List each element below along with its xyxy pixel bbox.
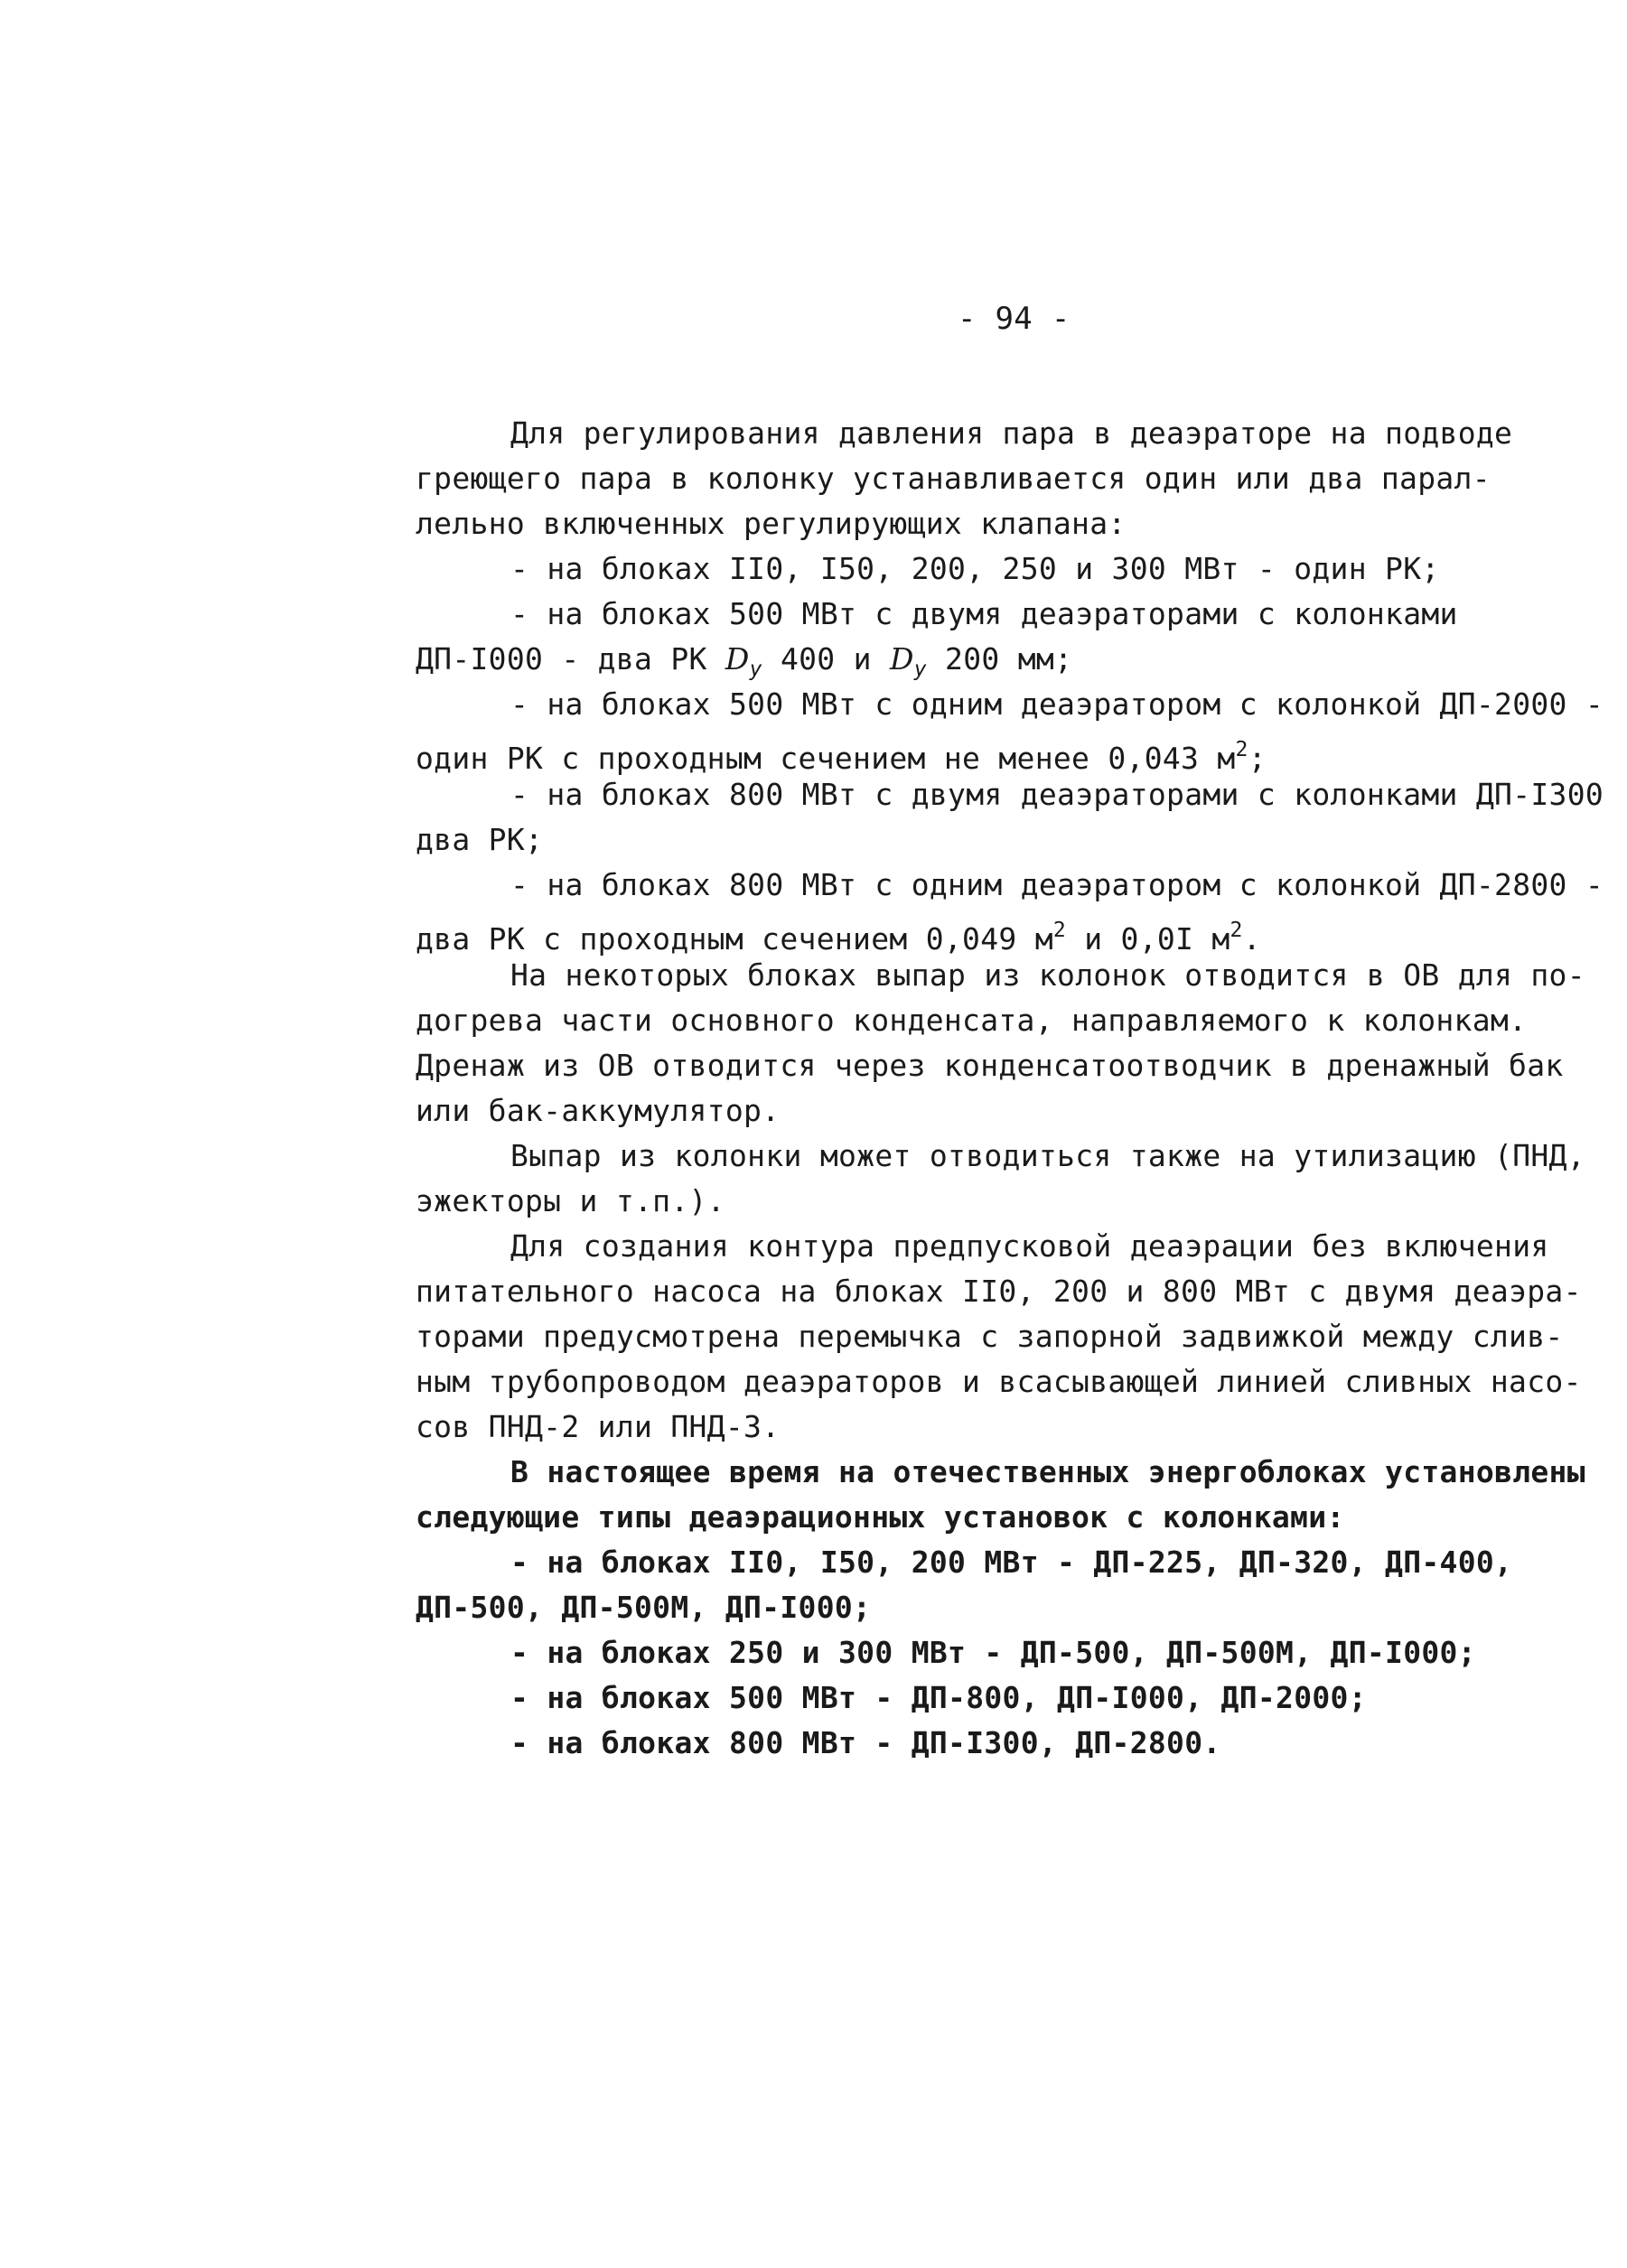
- text-line: лельно включенных регулирующих клапана:: [416, 506, 1127, 541]
- text-line: догрева части основного конденсата, направляемого к колонкам.: [416, 1003, 1528, 1038]
- text-line: один РК с проходным сечением не менее 0,043 $м^2$;: [416, 738, 1267, 776]
- text-line: или бак-аккумулятор.: [416, 1093, 781, 1128]
- text-line: В настоящее время на отечественных энергоблоках установлены: [510, 1454, 1585, 1489]
- list-item: - на блоках 800 МВт с двумя деаэраторами с колонками ДП-I300: [510, 777, 1604, 812]
- page-number: - 94 -: [958, 301, 1071, 337]
- text-line: Для создания контура предпусковой деаэрации без включения: [510, 1228, 1549, 1264]
- text-line: Дренаж из ОВ отводится через конденсатоотводчик в дренажный бак: [416, 1048, 1564, 1083]
- text-line: питательного насоса на блоках II0, 200 и 800 МВт с двумя деаэра-: [416, 1274, 1582, 1309]
- list-item: - на блоках II0, I50, 200, 250 и 300 МВт - один РК;: [510, 551, 1440, 586]
- text-line: На некоторых блоках выпар из колонок отводится в ОВ для по-: [510, 957, 1585, 993]
- list-item: - на блоках 800 МВт с одним деаэратором с колонкой ДП-2800 -: [510, 867, 1604, 902]
- text-line: два РК с проходным сечением 0,049 $м^2$ и 0,0I $м^2$.: [416, 919, 1261, 957]
- text-line: торами предусмотрена перемычка с запорной задвижкой между слив-: [416, 1319, 1564, 1354]
- list-item: - на блоках 500 МВт с двумя деаэраторами с колонками: [510, 596, 1458, 631]
- text-line: Для регулирования давления пара в деаэраторе на подводе: [510, 415, 1513, 451]
- list-item: - на блоках 500 МВт - ДП-800, ДП-I000, ДП-2000;: [510, 1680, 1367, 1715]
- text-line: греющего пара в колонку устанавливается один или два парал-: [416, 461, 1491, 496]
- text-line: ДП-500, ДП-500М, ДП-I000;: [416, 1590, 872, 1625]
- list-item: - на блоках 250 и 300 МВт - ДП-500, ДП-500М, ДП-I000;: [510, 1635, 1476, 1670]
- body-text: [416, 411, 1604, 1766]
- list-item: - на блоках 500 МВт с одним деаэратором с колонкой ДП-2000 -: [510, 686, 1604, 722]
- text-line: Выпар из колонки может отводиться также на утилизацию (ПНД,: [510, 1138, 1585, 1173]
- text-line: два РК;: [416, 822, 544, 857]
- list-item: - на блоках 800 МВт - ДП-I300, ДП-2800.: [510, 1725, 1221, 1760]
- text-line: ДП-I000 - два РК $D_у$ 400 и $D_у$ 200 мм;: [416, 641, 1073, 681]
- list-item: - на блоках II0, I50, 200 МВт - ДП-225, ДП-320, ДП-400,: [510, 1545, 1513, 1580]
- text-line: эжекторы и т.п.).: [416, 1183, 725, 1218]
- text-line: ным трубопроводом деаэраторов и всасывающей линией сливных насо-: [416, 1364, 1582, 1399]
- text-line: следующие типы деаэрационных установок с колонками:: [416, 1499, 1345, 1535]
- text-line: сов ПНД-2 или ПНД-3.: [416, 1409, 781, 1444]
